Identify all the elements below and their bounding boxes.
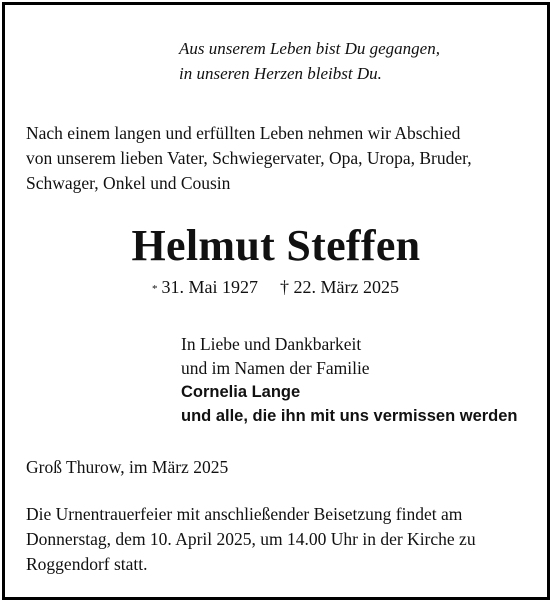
deceased-name: Helmut Steffen: [131, 221, 421, 270]
ceremony-line: Roggendorf statt.: [26, 554, 148, 574]
family-signature: [181, 332, 518, 428]
intro-line: Nach einem langen und erfüllten Leben nehmen wir Abschied: [26, 123, 461, 143]
birth-date: 31. Mai 1927: [161, 277, 258, 297]
intro-line: von unserem lieben Vater, Schwiegervater, Opa, Uropa, Bruder,: [26, 148, 472, 168]
family-closing: und alle, die ihn mit uns vermissen werden: [181, 407, 518, 425]
life-dates: [152, 274, 399, 300]
poem-verse: [179, 36, 440, 86]
family-line: In Liebe und Dankbarkeit: [181, 334, 362, 354]
ceremony-info: [26, 502, 541, 577]
place-date: Groß Thurow, im März 2025: [26, 457, 229, 477]
poem-line: in unseren Herzen bleibst Du.: [179, 64, 382, 83]
intro-text: [26, 121, 536, 196]
ceremony-line: Donnerstag, dem 10. April 2025, um 14.00 Uhr in der Kirche zu: [26, 529, 476, 549]
mourner-name: Cornelia Lange: [181, 383, 301, 401]
intro-line: Schwager, Onkel und Cousin: [26, 173, 231, 193]
obituary-notice: [2, 2, 550, 600]
death-symbol: †: [280, 277, 289, 297]
poem-line: Aus unserem Leben bist Du gegangen,: [179, 39, 440, 58]
birth-symbol: *: [152, 283, 158, 295]
family-line: und im Namen der Familie: [181, 358, 370, 378]
ceremony-line: Die Urnentrauerfeier mit anschließender Beisetzung findet am: [26, 504, 463, 524]
death-date: 22. März 2025: [293, 277, 399, 297]
